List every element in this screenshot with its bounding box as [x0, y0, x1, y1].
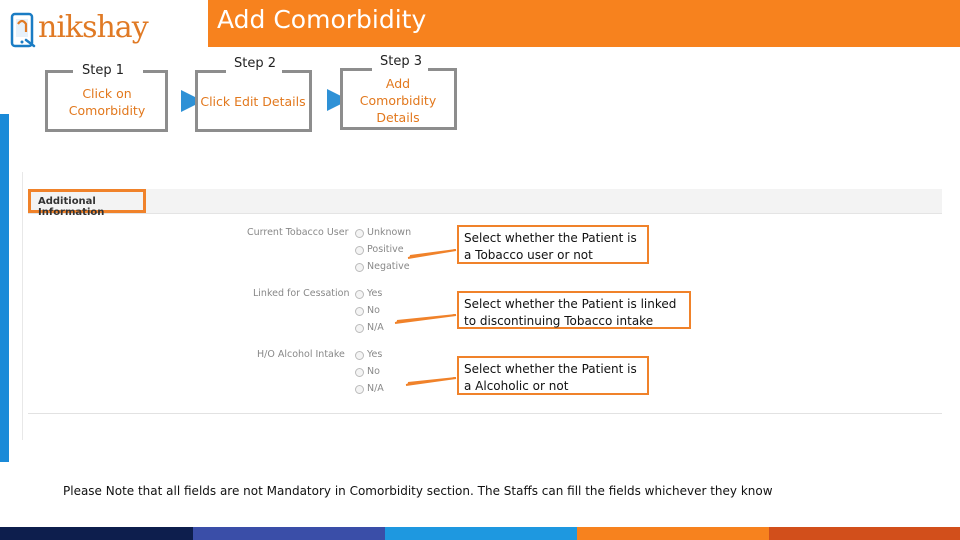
field-label-cessation: Linked for Cessation [253, 288, 350, 299]
footer-stripe-3 [385, 527, 577, 540]
step-3-title: Step 3 [380, 54, 423, 69]
section-title: Additional Information [28, 189, 146, 213]
callout-tobacco: Select whether the Patient is a Tobacco user or not [457, 225, 649, 264]
footer-stripe-4 [577, 527, 769, 540]
radio-label: Negative [367, 261, 410, 272]
callout-alcohol: Select whether the Patient is a Alcoholic or not [457, 356, 649, 395]
footer-stripe-2 [193, 527, 385, 540]
radio-label: Yes [367, 288, 383, 299]
field-label-tobacco: Current Tobacco User [247, 227, 349, 238]
footer-stripe-1 [0, 527, 193, 540]
radio-label: No [367, 366, 380, 377]
step-2-text: Click Edit Details [200, 94, 306, 109]
field-label-alcohol: H/O Alcohol Intake [257, 349, 345, 360]
step-2-title: Step 2 [234, 56, 277, 71]
mandatory-note: Please Note that all fields are not Mandatory in Comorbidity section. The Staffs can fill the fields whichever they know [63, 484, 773, 498]
radio-label: N/A [367, 383, 384, 394]
radio-label: Positive [367, 244, 404, 255]
page-title: Add Comorbidity [217, 5, 427, 34]
radio-label: Yes [367, 349, 383, 360]
radio-label: N/A [367, 322, 384, 333]
footer-stripe-5 [769, 527, 960, 540]
step-1-title: Step 1 [82, 63, 125, 78]
logo-wordmark: nikshay [38, 10, 148, 45]
radio-label: No [367, 305, 380, 316]
radio-label: Unknown [367, 227, 412, 238]
callout-cessation: Select whether the Patient is linked to discontinuing Tobacco intake [457, 291, 691, 329]
step-3-text: Add Comorbidity Details [359, 76, 437, 125]
step-1-text: Click on Comorbidity [68, 86, 146, 118]
